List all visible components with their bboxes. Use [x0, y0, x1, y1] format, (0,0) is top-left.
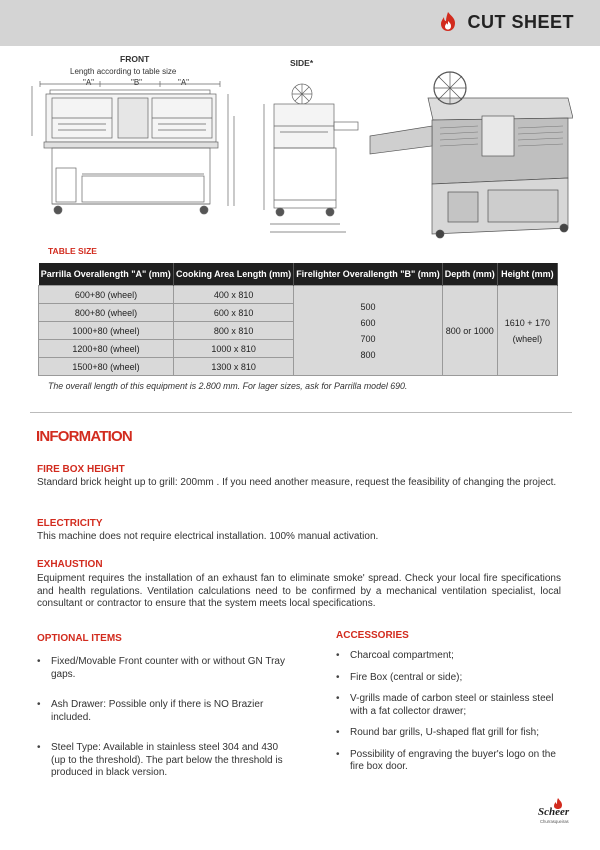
page-title: CUT SHEET — [467, 12, 574, 32]
list-item: • V-grills made of carbon steel or stainless steel with a fat collector drawer; — [336, 693, 564, 718]
product-render-3d — [368, 58, 573, 240]
accessories-heading: ACCESSORIES — [336, 630, 409, 641]
side-view-label: SIDE* — [290, 58, 314, 68]
cell-cooking: 400 x 810 — [174, 286, 294, 304]
scheer-logo-icon — [536, 796, 576, 826]
exhaustion-heading: EXHAUSTION — [37, 559, 103, 570]
col-firelighter-overallength: Firelighter Overallength "B" (mm) — [294, 263, 443, 286]
cell-parrilla: 600+80 (wheel) — [39, 286, 174, 304]
logo-name: Scheer — [538, 806, 570, 818]
dimension-b: "B" — [131, 78, 143, 87]
cell-firelighter — [294, 286, 443, 376]
logo-sub: Churrasqueiras — [540, 819, 569, 824]
fire-box-text: Standard brick height up to grill: 200mm . If you need another measure, request the feasibility of changing the project. — [37, 477, 557, 488]
optional-items-heading: OPTIONAL ITEMS — [37, 633, 122, 644]
cell-parrilla: 1500+80 (wheel) — [39, 358, 174, 376]
technical-drawings — [28, 50, 573, 240]
cell-cooking: 1000 x 810 — [174, 340, 294, 358]
cell-parrilla: 1000+80 (wheel) — [39, 322, 174, 340]
firelighter-value: 600 — [360, 317, 376, 328]
front-view-drawing — [28, 76, 248, 238]
cell-height: 1610 + 170 (wheel) — [497, 286, 557, 376]
cell-depth: 800 or 1000 — [442, 286, 497, 376]
dimension-a-left: "A" — [83, 78, 95, 87]
table-header-row — [39, 263, 558, 286]
cell-cooking: 600 x 810 — [174, 304, 294, 322]
firelighter-value: 800 — [360, 349, 376, 360]
fire-box-heading: FIRE BOX HEIGHT — [37, 464, 125, 475]
list-item: • Possibility of engraving the buyer's logo on the fire box door. — [336, 749, 564, 774]
col-height: Height (mm) — [497, 263, 557, 286]
col-parrilla-overallength: Parrilla Overallength "A" (mm) — [39, 263, 174, 286]
list-item: • Fire Box (central or side); — [336, 672, 564, 685]
side-view-drawing — [256, 70, 366, 240]
cell-parrilla: 800+80 (wheel) — [39, 304, 174, 322]
optional-items-list — [37, 656, 289, 780]
firelighter-value: 700 — [360, 333, 376, 344]
list-item: • Round bar grills, U-shaped flat grill for fish; — [336, 727, 564, 740]
col-depth: Depth (mm) — [442, 263, 497, 286]
table-size-table — [38, 263, 558, 376]
cell-cooking: 1300 x 810 — [174, 358, 294, 376]
electricity-text: This machine does not require electrical installation. 100% manual activation. — [37, 531, 379, 542]
electricity-heading: ELECTRICITY — [37, 518, 103, 529]
front-view-sublabel: Length according to table size — [70, 67, 177, 76]
section-divider — [30, 412, 572, 413]
dimension-a-right: "A" — [178, 78, 190, 87]
col-cooking-area-length: Cooking Area Length (mm) — [174, 263, 294, 286]
table-size-label: TABLE SIZE — [48, 246, 97, 256]
cell-parrilla: 1200+80 (wheel) — [39, 340, 174, 358]
cut-sheet-header — [0, 0, 600, 46]
front-view-label: FRONT — [120, 54, 150, 64]
information-title: INFORMATION — [36, 428, 132, 445]
list-item: • Charcoal compartment; — [336, 650, 564, 663]
list-item: • Ash Drawer: Possible only if there is NO Brazier included. — [37, 699, 289, 724]
cell-cooking: 800 x 810 — [174, 322, 294, 340]
list-item: • Steel Type: Available in stainless steel 304 and 430 (up to the threshold). The part below the threshold is produced in black version. — [37, 742, 289, 780]
accessories-list — [336, 650, 564, 774]
flame-logo-icon — [437, 11, 459, 33]
firelighter-value: 500 — [360, 301, 376, 312]
list-item: • Fixed/Movable Front counter with or without GN Tray gaps. — [37, 656, 289, 681]
exhaustion-text: Equipment requires the installation of an exhaust fan to eliminate smoke' spread. Check your local fire specifications and health regulations. Ventilation calculations need to be confirmed by a mechanical ventilation specialist, local consultant or contractor to ensure that the system meets local specifications. — [37, 573, 561, 609]
table-note: The overall length of this equipment is 2.800 mm. For lager sizes, ask for Parrilla model 690. — [48, 381, 408, 391]
table-row — [39, 286, 558, 304]
